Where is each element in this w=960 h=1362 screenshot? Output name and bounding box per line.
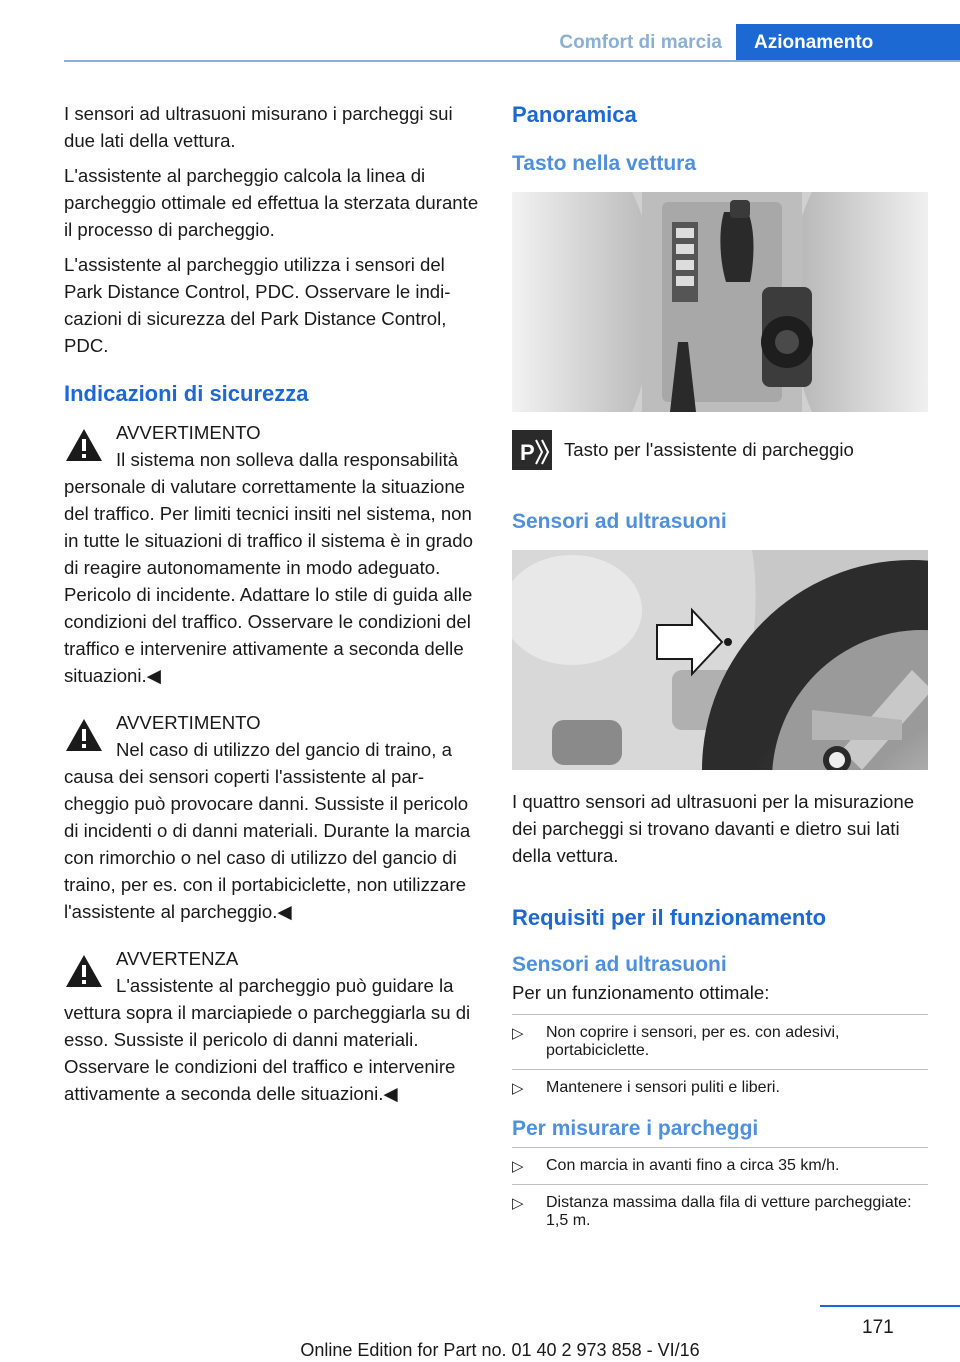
list-item: ▷ Non coprire i sensori, per es. con adesivi, portabiciclette. [512,1024,928,1060]
measure-list [512,1157,928,1175]
right-column [512,100,928,1239]
button-heading: Tasto nella vettura [512,152,696,175]
header-section: Comfort di marcia [559,32,722,53]
center-console-photo [512,192,928,412]
svg-text:P: P [520,440,535,465]
list-item: ▷ Mantenere i sensori puliti e liberi. [512,1079,928,1097]
warning-text: personale di valutare correttamente la situazione del traffico. Per limiti tecnici insiti nel sistema, non in tutte le situazioni di traffico il sistema è in grado di reagire autonomamente in modo adeguato. Pericolo di incidente. Adattare lo stile di guida alle condizioni del traffico. Osservare le condizioni del traffico e intervenire attivamente a seconda delle situazioni.◀ [64,476,473,686]
page-number-rule [820,1305,960,1307]
warning-first-line: Nel caso di utilizzo del gancio di traino, a [116,739,452,760]
req-sensors-list [512,1079,928,1097]
warning-block [64,945,482,1107]
requirements-heading: Requisiti per il funzionamento [512,905,827,930]
warning-title: AVVERTENZA [116,948,239,969]
header-chapter-tab: Azionamento [736,24,960,62]
warning-text: causa dei sensori coperti l'assistente al parcheggio può provocare danni. Sussiste il pericolo di incidenti o di danni materiali. Durante la marcia con rimorchio o nel caso di utilizzo del gancio di traino, per es. con il portabiciclette, non utilizzare l'assistente al parcheggio.◀ [64,766,471,922]
req-sensors-heading: Sensori ad ultrasuoni [512,953,727,976]
divider [512,1069,928,1070]
warning-block [64,709,482,925]
left-column [64,100,482,1107]
warning-text: vettura sopra il marciapiede o parcheggiarla su di esso. Sussiste il pericolo di danni materiali. Osservare le condizioni del traffico e intervenire attivamente a seconda delle situazioni.◀ [64,1002,471,1104]
intro-paragraph: L'assistente al parcheggio calcola la linea di parcheggio ottimale ed effettua la sterzata durante il processo di parcheggio. [64,165,479,240]
warning-title: AVVERTIMENTO [116,422,261,443]
safety-heading: Indicazioni di sicurezza [64,381,309,406]
divider [512,1014,928,1015]
intro-paragraph: I sensori ad ultrasuoni misurano i parcheggi sui due lati della vettura. [64,103,453,151]
warning-first-line: L'assistente al parcheggio può guidare la [116,975,454,996]
list-item: ▷ Distanza massima dalla fila di vetture parcheggiate: 1,5 m. [512,1194,928,1230]
caption-text: Tasto per l'assistente di parcheggio [564,439,854,460]
measure-list [512,1194,928,1230]
intro-paragraph: L'assistente al parcheggio utilizza i sensori del Park Distance Control, PDC. Osservare le indicazioni di sicurezza del Park Distance Control, PDC. [64,254,451,356]
divider [512,1184,928,1185]
header-rule [64,60,960,62]
park-assist-button-icon [512,430,552,470]
warning-first-line: Il sistema non solleva dalla responsabilità [116,449,459,470]
button-caption [512,430,928,470]
req-sensors-intro: Per un funzionamento ottimale: [512,982,770,1003]
sensors-heading: Sensori ad ultrasuoni [512,510,727,533]
warning-triangle-icon [64,953,104,989]
warning-title: AVVERTIMENTO [116,712,261,733]
warning-block [64,419,482,689]
edition-footer: Online Edition for Part no. 01 40 2 973 858 - VI/16 [300,1340,700,1360]
list-item: ▷ Con marcia in avanti fino a circa 35 km/h. [512,1157,928,1175]
sensors-text: I quattro sensori ad ultrasuoni per la misurazione dei parcheggi si trovano davanti e dietro sui lati della vettura. [512,791,915,866]
overview-heading: Panoramica [512,102,637,127]
divider [512,1147,928,1148]
warning-triangle-icon [64,717,104,753]
page-number: 171 [862,1317,894,1338]
req-sensors-list [512,1024,928,1060]
warning-triangle-icon [64,427,104,463]
ultrasonic-sensor-photo [512,550,928,770]
measure-heading: Per misurare i parcheggi [512,1117,759,1140]
